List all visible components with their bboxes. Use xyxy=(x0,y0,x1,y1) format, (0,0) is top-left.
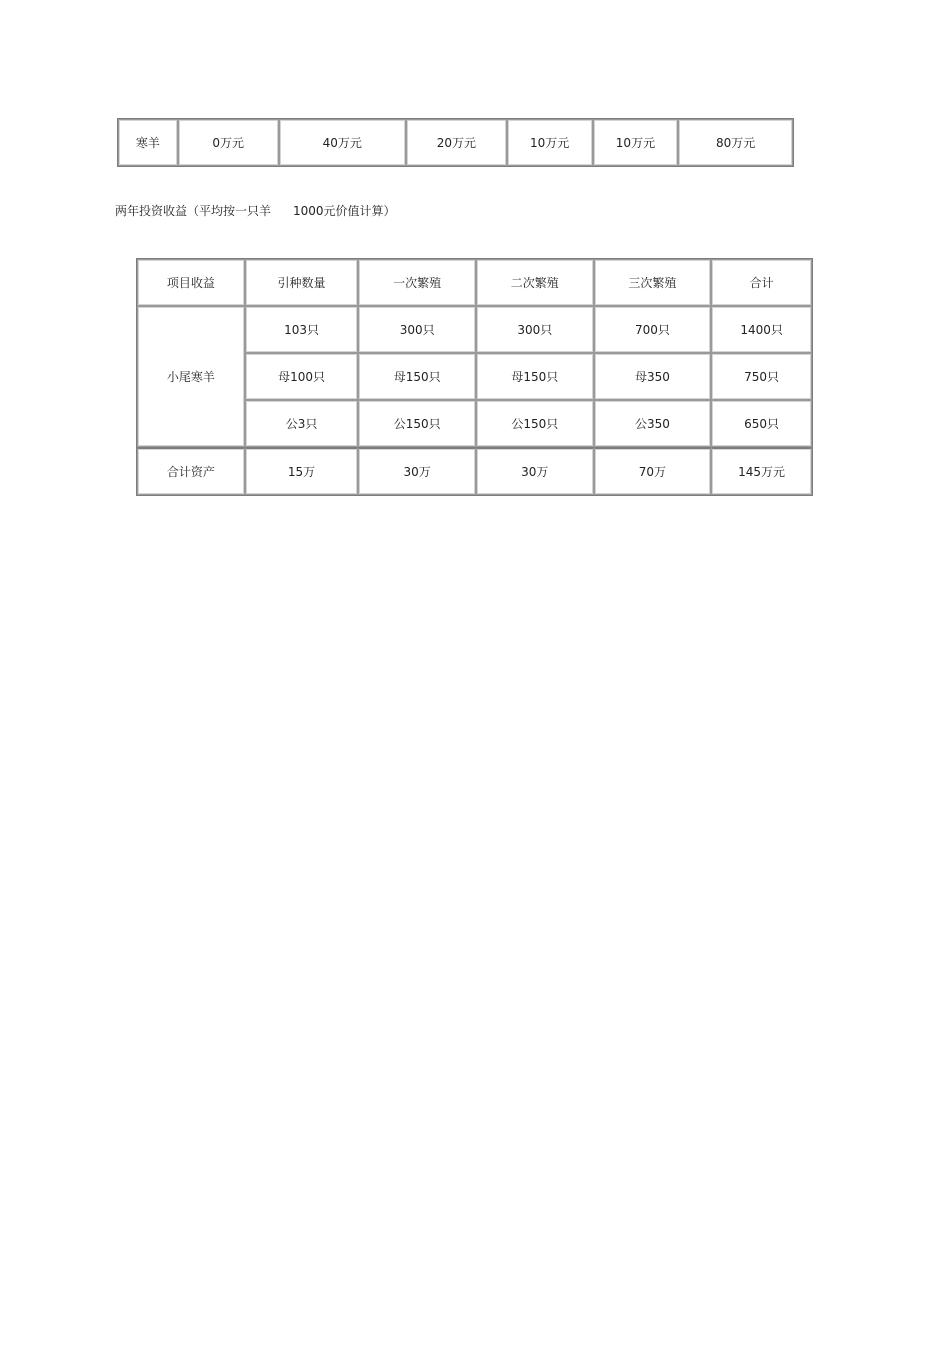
header-cell: 引种数量 xyxy=(245,259,359,306)
header-cell: 三次繁殖 xyxy=(594,259,712,306)
table-cell: 公150只 xyxy=(476,400,594,447)
table-row xyxy=(118,119,793,166)
group-label-cell: 小尾寒羊 xyxy=(137,306,245,447)
table-cell: 20万元 xyxy=(406,119,507,166)
table-cell: 公350 xyxy=(594,400,712,447)
table-cell: 103只 xyxy=(245,306,359,353)
cost-table xyxy=(117,118,794,167)
table-cell: 合计资产 xyxy=(137,447,245,495)
table-cell: 650只 xyxy=(711,400,812,447)
table-cell: 母350 xyxy=(594,353,712,400)
table-cell: 母150只 xyxy=(476,353,594,400)
returns-table xyxy=(136,258,813,496)
table-cell: 母100只 xyxy=(245,353,359,400)
table-cell: 750只 xyxy=(711,353,812,400)
header-cell: 一次繁殖 xyxy=(358,259,476,306)
table-cell: 10万元 xyxy=(593,119,679,166)
table-cell: 80万元 xyxy=(678,119,793,166)
table-cell: 145万元 xyxy=(711,447,812,495)
table-cell: 700只 xyxy=(594,306,712,353)
table-cell: 300只 xyxy=(476,306,594,353)
table-cell: 寒羊 xyxy=(118,119,178,166)
note-text-2: 1000元价值计算） xyxy=(293,204,396,218)
table-cell: 10万元 xyxy=(507,119,593,166)
total-row xyxy=(137,447,812,495)
header-cell: 二次繁殖 xyxy=(476,259,594,306)
table-cell: 30万 xyxy=(476,447,594,495)
table-cell: 公150只 xyxy=(358,400,476,447)
table-cell: 公3只 xyxy=(245,400,359,447)
header-cell: 合计 xyxy=(711,259,812,306)
table-cell: 30万 xyxy=(358,447,476,495)
table-row xyxy=(137,306,812,353)
header-row xyxy=(137,259,812,306)
table-cell: 300只 xyxy=(358,306,476,353)
table-cell: 70万 xyxy=(594,447,712,495)
note-text-1: 两年投资收益（平均按一只羊 xyxy=(115,204,272,218)
table-cell: 0万元 xyxy=(178,119,279,166)
investment-note xyxy=(115,202,396,219)
table-cell: 母150只 xyxy=(358,353,476,400)
table-cell: 40万元 xyxy=(279,119,407,166)
table-cell: 15万 xyxy=(245,447,359,495)
header-cell: 项目收益 xyxy=(137,259,245,306)
table-cell: 1400只 xyxy=(711,306,812,353)
